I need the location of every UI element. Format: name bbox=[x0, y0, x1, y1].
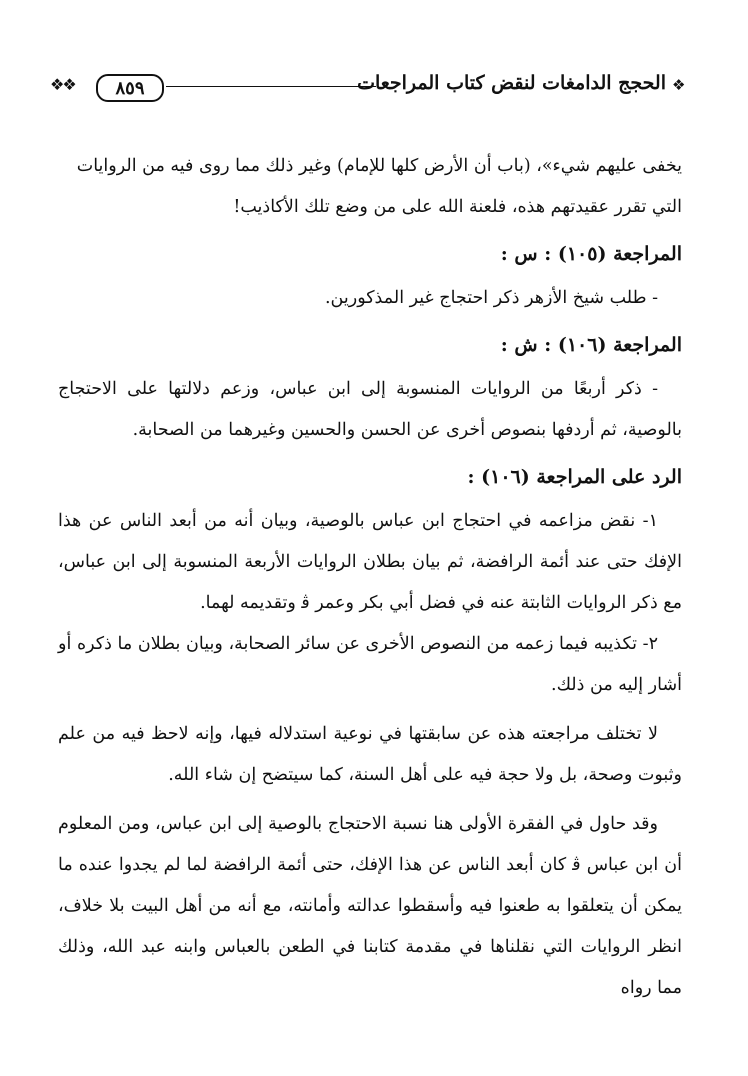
section-heading: الرد على المراجعة (١٠٦) : bbox=[467, 466, 682, 488]
paragraph-line: التي تقرر عقيدتهم هذه، فلعنة الله على من وضع تلك الأكاذيب! bbox=[233, 197, 682, 217]
page-number-text: ٨٥٩ bbox=[115, 77, 145, 99]
page-number bbox=[96, 74, 164, 102]
numbered-point: ١- نقض مزاعمه في احتجاج ابن عباس بالوصية، وبيان أنه من أبعد الناس عن هذا الإفك حتى عند أئمة الرافضة، ثم بيان بطلان الروايات الأربعة المنسوبة إلى ابن عباس، مع ذكر الروايات الثابتة عنه في فضل أبي بكر وعمر ﭬ وتقديمه لهما. bbox=[58, 511, 682, 613]
page-header bbox=[50, 68, 690, 108]
paragraph-line: يخفى عليهم شيء»، (باب أن الأرض كلها للإمام) وغير ذلك مما روى فيه من الروايات bbox=[76, 156, 682, 176]
paragraph: لا تختلف مراجعته هذه عن سابقتها في نوعية استدلاله فيها، وإنه لاحظ فيه من علم وثبوت وصحة، بل ولا حجة فيه على أهل السنة، كما سيتضح إن شاء الله. bbox=[58, 724, 682, 785]
paragraph: وقد حاول في الفقرة الأولى هنا نسبة الاحتجاج بالوصية إلى ابن عباس، ومن المعلوم أن ابن عباس ﭬ كان أبعد الناس عن هذا الإفك، حتى أئمة الرافضة لما لم يجدوا عنده ما يمكن أن يتعلقوا به طعنوا فيه وأسقطوا عدالته وأمانته، مع أنه من أهل البيت بلا خلاف، انظر الروايات التي نقلناها في مقدمة كتابنا في الطعن بالعباس وابنه عبد الله، وذلك مما رواه bbox=[58, 814, 682, 998]
header-divider bbox=[166, 86, 376, 87]
page-body bbox=[58, 146, 682, 1009]
section-heading: المراجعة (١٠٦) : ش : bbox=[500, 334, 682, 356]
ornament-icon: ❖ bbox=[672, 76, 686, 94]
running-title: الحجج الدامغات لنقض كتاب المراجعات bbox=[357, 72, 666, 94]
paragraph: - ذكر أربعًا من الروايات المنسوبة إلى ابن عباس، وزعم دلالتها على الاحتجاج بالوصية، ثم أردفها بنصوص أخرى عن الحسن والحسين وغيرهما من الصحابة. bbox=[58, 379, 682, 440]
section-heading: المراجعة (١٠٥) : س : bbox=[500, 243, 682, 265]
paragraph: - طلب شيخ الأزهر ذكر احتجاج غير المذكورين. bbox=[324, 288, 658, 308]
numbered-point: ٢- تكذيبه فيما زعمه من النصوص الأخرى عن سائر الصحابة، وبيان بطلان ما ذكره أو أشار إليه من ذلك. bbox=[58, 634, 682, 695]
ornament-icon: ❖❖ bbox=[50, 75, 75, 94]
